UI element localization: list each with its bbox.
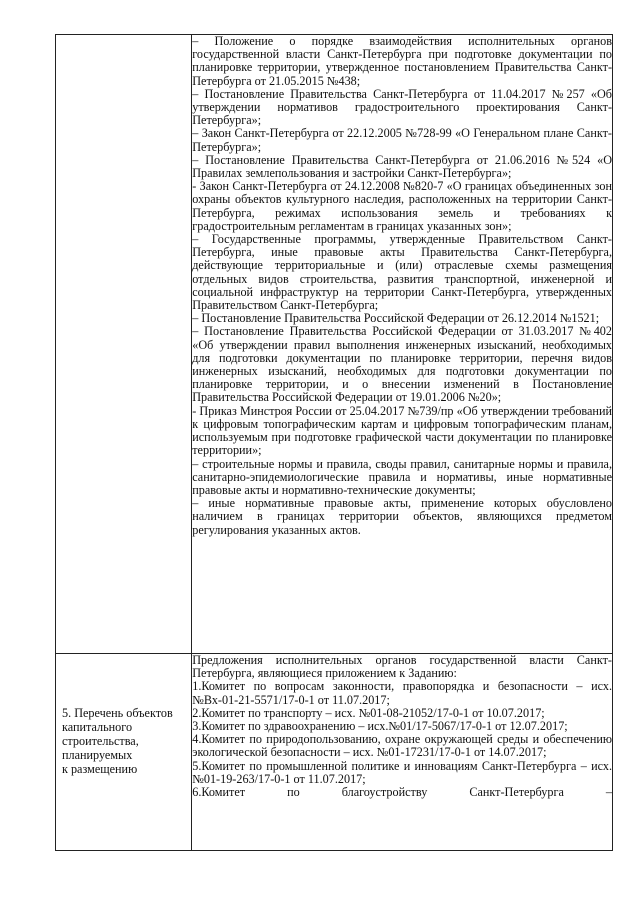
label-line: к размещению [62,762,138,776]
table-row [56,654,613,851]
list-item: – Постановление Правительства Санкт-Петербурга от 21.06.2016 №524 «О Правилах землепользования и застройки Санкт-Петербурга»; [192,152,612,181]
list-item: - Закон Санкт-Петербурга от 24.12.2008 №820-7 «О границах объединенных зон охраны объектов культурного наследия, расположенных на территории Санкт-Петербурга, режимах использования земель и требованиях к градостроительным регламентам в границах указанных зон»; [192,179,612,233]
regulations-list-cell [192,35,613,654]
label-line: строительства, [62,734,139,748]
last-line-word: Санкт-Петербурга [469,785,564,800]
requirements-table [55,34,613,851]
last-line-word: 6.Комитет [192,785,246,800]
label-line: капитального [62,720,133,734]
intro-text: Предложения исполнительных органов государственной власти Санкт-Петербурга, являющиеся приложением к Заданию: [192,653,612,681]
label-line: планируемых [62,748,133,762]
list-item: – Закон Санкт-Петербурга от 22.12.2005 №728-99 «О Генеральном плане Санкт-Петербурга»; [192,126,612,154]
list-item: – Постановление Правительства Санкт-Петербурга от 11.04.2017 №257 «Об утверждении нормативов градостроительного проектирования Санкт-Петербурга»; [192,86,612,128]
list-item: 3.Комитет по здравоохранению – исх.№01/17-5067/17-0-1 от 12.07.2017; [192,719,568,734]
list-item: - Приказ Минстроя России от 25.04.2017 №739/пр «Об утверждении требований к цифровым топографическим картам и цифровым топографическим планам, используемым при подготовке графической части документации по планировке территории»; [192,403,612,458]
last-line-word: благоустройству [341,785,428,800]
list-item: – Положение о порядке взаимодействия исполнительных органов государственной власти Санкт-Петербурга при подготовке документации по планировке территории, утвержденное постановлением Правительства Санкт-Петербурга от 21.05.2015 №438; [192,34,612,88]
label-line: 5. Перечень объектов [62,706,173,720]
list-item: 1.Комитет по вопросам законности, правопорядка и безопасности – исх.№Вх-01-21-5571/17-0-1 от 11.07.2017; [192,679,612,707]
table-row [56,35,613,654]
list-item: – Государственные программы, утвержденные Правительством Санкт-Петербурга, иные правовые акты Правительства Санкт-Петербурга, действующие территориальные и (или) отраслевые схемы размещения отдельных видов строительства, развития транспортной, инженерной и социальной инфраструктур на территории Санкт-Петербурга, утвержденных Правительством Санкт-Петербурга; [192,232,612,313]
row-label-cell [56,35,192,654]
list-item: – Постановление Правительства Российской Федерации от 31.03.2017 №402 «Об утверждении правил выполнения инженерных изысканий, необходимых для подготовки документации по планировке территории, перечня видов инженерных изысканий, необходимых для подготовки документации по планировке территории, и о внесении изменений в Постановление Правительства Российской Федерации от 19.01.2006 №20»; [192,324,612,405]
list-item: 4.Комитет по природопользованию, охране окружающей среды и обеспечению экологической безопасности – исх. №01-17231/17-0-1 от 14.07.2017; [192,732,612,760]
last-line-word: – [605,785,612,800]
proposals-cell [192,654,613,851]
row-label [56,654,191,776]
last-line-word: по [287,785,300,800]
list-item: – строительные нормы и правила, своды правил, санитарные нормы и правила, санитарно-эпидемиологические правила и нормативы, иные нормативные правовые акты и нормативно-технические документы; [192,456,612,497]
row-label-cell [56,654,192,851]
list-item: 5.Комитет по промышленной политике и инновациям Санкт-Петербурга – исх. №01-19-263/17-0-1 от 11.07.2017; [192,758,612,786]
list-item [192,786,612,799]
list-item: – Постановление Правительства Российской Федерации от 26.12.2014 №1521; [192,311,600,326]
list-item: 2.Комитет по транспорту – исх. №01-08-21052/17-0-1 от 10.07.2017; [192,705,545,720]
list-item: – иные нормативные правовые акты, применение которых обусловлено наличием в границах территории объектов, являющихся предметом регулирования указанных актов. [192,496,612,537]
